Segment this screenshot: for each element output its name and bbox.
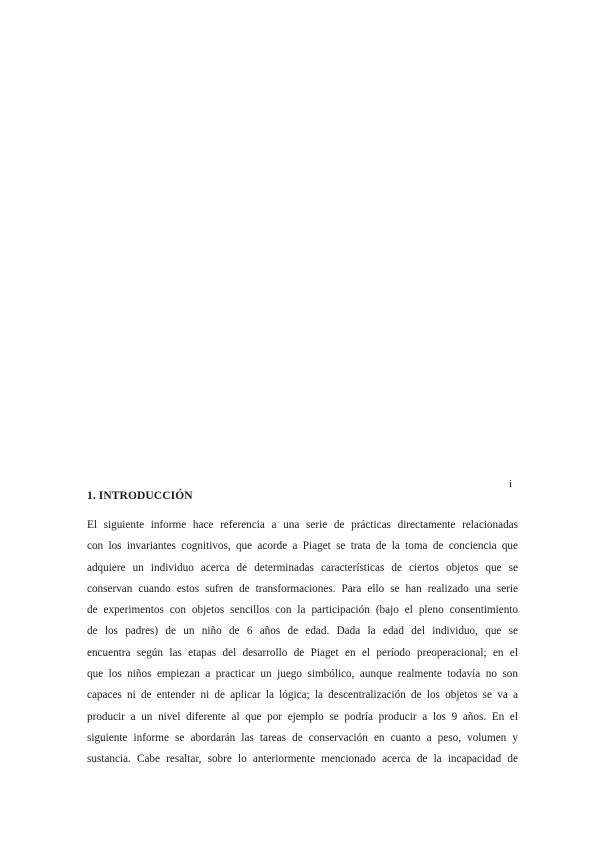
paragraph-line: siguiente informe se abordarán las tareas de conservación en cuanto a peso, volumen y [87,731,518,744]
page-number: i [509,478,513,490]
paragraph-line: El siguiente informe hace referencia a una serie de prácticas directamente relacionadas [87,519,518,531]
paragraph-line: que los niños empiezan a practicar un juego simbólico, aunque realmente todavía no son [87,668,518,681]
paragraph-line: conservan cuando estos sufren de transformaciones. Para ello se han realizado una serie [87,582,518,595]
paragraph-line: con los invariantes cognitivos, que acorde a Piaget se trata de la toma de conciencia que [87,540,518,553]
body-paragraph [87,515,518,771]
paragraph-line: de experimentos con objetos sencillos con la participación (bajo el pleno consentimiento [87,604,518,617]
paragraph-line: encuentra según las etapas del desarrollo de Piaget en el período preoperacional; en el [87,646,518,659]
paragraph-line: sustancia. Cabe resaltar, sobre lo anteriormente mencionado acerca de la incapacidad de [87,753,518,766]
paragraph-line: producir a un nivel diferente al que por ejemplo se podría producir a los 9 años. En el [87,710,518,723]
paragraph-line: capaces ni de entender ni de aplicar la lógica; la descentralización de los objetos se va a [87,689,518,702]
section-heading: 1. INTRODUCCIÓN [87,490,193,502]
paragraph-line: adquiere un individuo acerca de determinadas características de ciertos objetos que se [87,561,518,574]
paragraph-line: de los padres) de un niño de 6 años de edad. Dada la edad del individuo, que se [87,625,518,638]
